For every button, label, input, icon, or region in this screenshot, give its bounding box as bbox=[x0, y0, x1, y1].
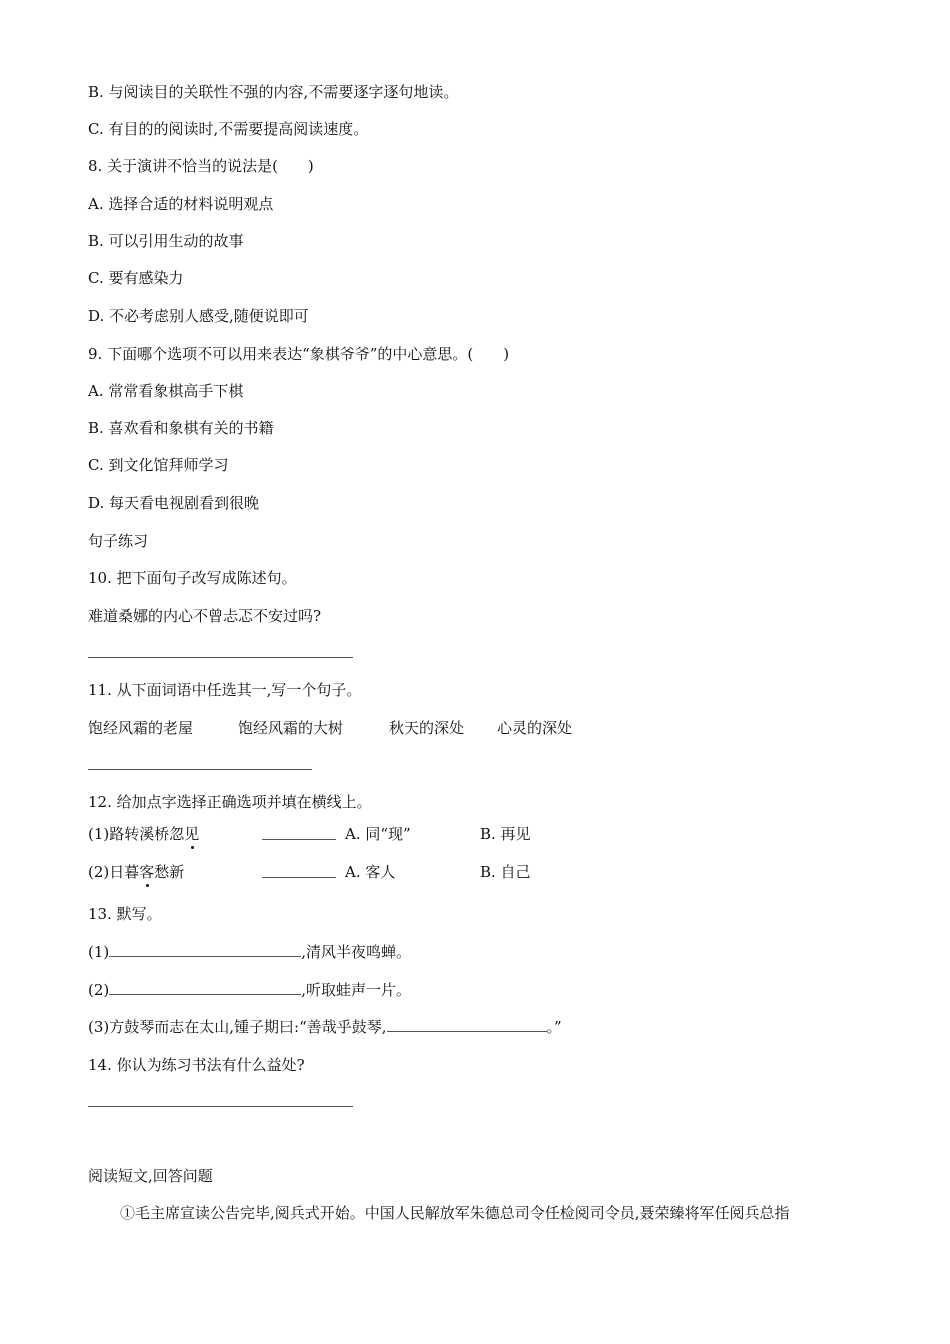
q14-answer-line[interactable] bbox=[88, 1106, 353, 1107]
q12-2-answer-line[interactable] bbox=[262, 877, 336, 878]
q13-item-2 bbox=[88, 980, 411, 1000]
section-heading-sentence: 句子练习 bbox=[88, 532, 149, 550]
q8-option-a: A. 选择合适的材料说明观点 bbox=[88, 195, 274, 213]
q12-1-text: (1)路转溪桥忽 bbox=[88, 825, 185, 843]
q13-question: 13. 默写。 bbox=[88, 905, 162, 923]
q8-option-d: D. 不必考虑别人感受,随便说即可 bbox=[88, 307, 309, 325]
q13-2-text: ,听取蛙声一片。 bbox=[301, 981, 412, 999]
q12-1-option-b: B. 再见 bbox=[480, 825, 531, 843]
q12-2-option-a: A. 客人 bbox=[345, 863, 396, 881]
dotted-char: 见 bbox=[184, 825, 200, 843]
q12-2-text-end: 愁新 bbox=[154, 863, 185, 881]
q12-2-text: (2)日暮 bbox=[88, 863, 140, 881]
q8-option-b: B. 可以引用生动的故事 bbox=[88, 232, 244, 250]
q13-3-text: (3)方鼓琴而志在太山,锺子期曰:“善哉乎鼓琴, bbox=[88, 1018, 387, 1036]
dotted-char: 客 bbox=[139, 863, 155, 881]
q12-question: 12. 给加点字选择正确选项并填在横线上。 bbox=[88, 793, 372, 811]
q8-question: 8. 关于演讲不恰当的说法是( ) bbox=[88, 157, 314, 175]
q9-option-c: C. 到文化馆拜师学习 bbox=[88, 456, 229, 474]
q7-option-b: B. 与阅读目的关联性不强的内容,不需要逐字逐句地读。 bbox=[88, 83, 459, 101]
q10-question: 10. 把下面句子改写成陈述句。 bbox=[88, 569, 297, 587]
q13-3-text-end: 。” bbox=[546, 1018, 562, 1036]
q12-item-2 bbox=[88, 862, 184, 882]
q11-question: 11. 从下面词语中任选其一,写一个句子。 bbox=[88, 681, 362, 699]
q13-item-1 bbox=[88, 942, 411, 962]
q13-2-answer-line[interactable] bbox=[109, 980, 301, 995]
q13-1-text: ,清风半夜鸣蝉。 bbox=[301, 943, 412, 961]
q7-option-c: C. 有目的的阅读时,不需要提高阅读速度。 bbox=[88, 120, 369, 138]
q11-word: 心灵的深处 bbox=[497, 719, 573, 737]
q9-option-a: A. 常常看象棋高手下棋 bbox=[88, 382, 244, 400]
q13-item-3 bbox=[88, 1017, 562, 1037]
q11-word: 饱经风霜的老屋 bbox=[88, 719, 194, 737]
reading-title: 阅读短文,回答问题 bbox=[88, 1167, 213, 1185]
q11-word: 饱经风霜的大树 bbox=[238, 719, 344, 737]
q9-option-d: D. 每天看电视剧看到很晚 bbox=[88, 494, 260, 512]
q13-1-answer-line[interactable] bbox=[109, 942, 301, 957]
q12-1-answer-line[interactable] bbox=[262, 839, 336, 840]
q8-option-c: C. 要有感染力 bbox=[88, 269, 184, 287]
q13-3-answer-line[interactable] bbox=[387, 1017, 547, 1032]
q12-2-option-b: B. 自己 bbox=[480, 863, 531, 881]
q12-1-option-a: A. 同“现” bbox=[345, 825, 411, 843]
q10-sentence: 难道桑娜的内心不曾忐忑不安过吗? bbox=[88, 607, 322, 625]
reading-paragraph-1: ①毛主席宣读公告完毕,阅兵式开始。中国人民解放军朱德总司令任检阅司令员,聂荣臻将军任阅兵总指 bbox=[120, 1204, 790, 1222]
q13-2-label: (2) bbox=[88, 981, 110, 999]
q9-question: 9. 下面哪个选项不可以用来表达“象棋爷爷”的中心意思。( ) bbox=[88, 345, 510, 363]
q14-question: 14. 你认为练习书法有什么益处? bbox=[88, 1056, 305, 1074]
q12-item-1 bbox=[88, 824, 199, 844]
q10-answer-line[interactable] bbox=[88, 657, 353, 658]
q9-option-b: B. 喜欢看和象棋有关的书籍 bbox=[88, 419, 274, 437]
q11-answer-line[interactable] bbox=[88, 769, 312, 770]
q13-1-label: (1) bbox=[88, 943, 110, 961]
q11-word: 秋天的深处 bbox=[389, 719, 465, 737]
